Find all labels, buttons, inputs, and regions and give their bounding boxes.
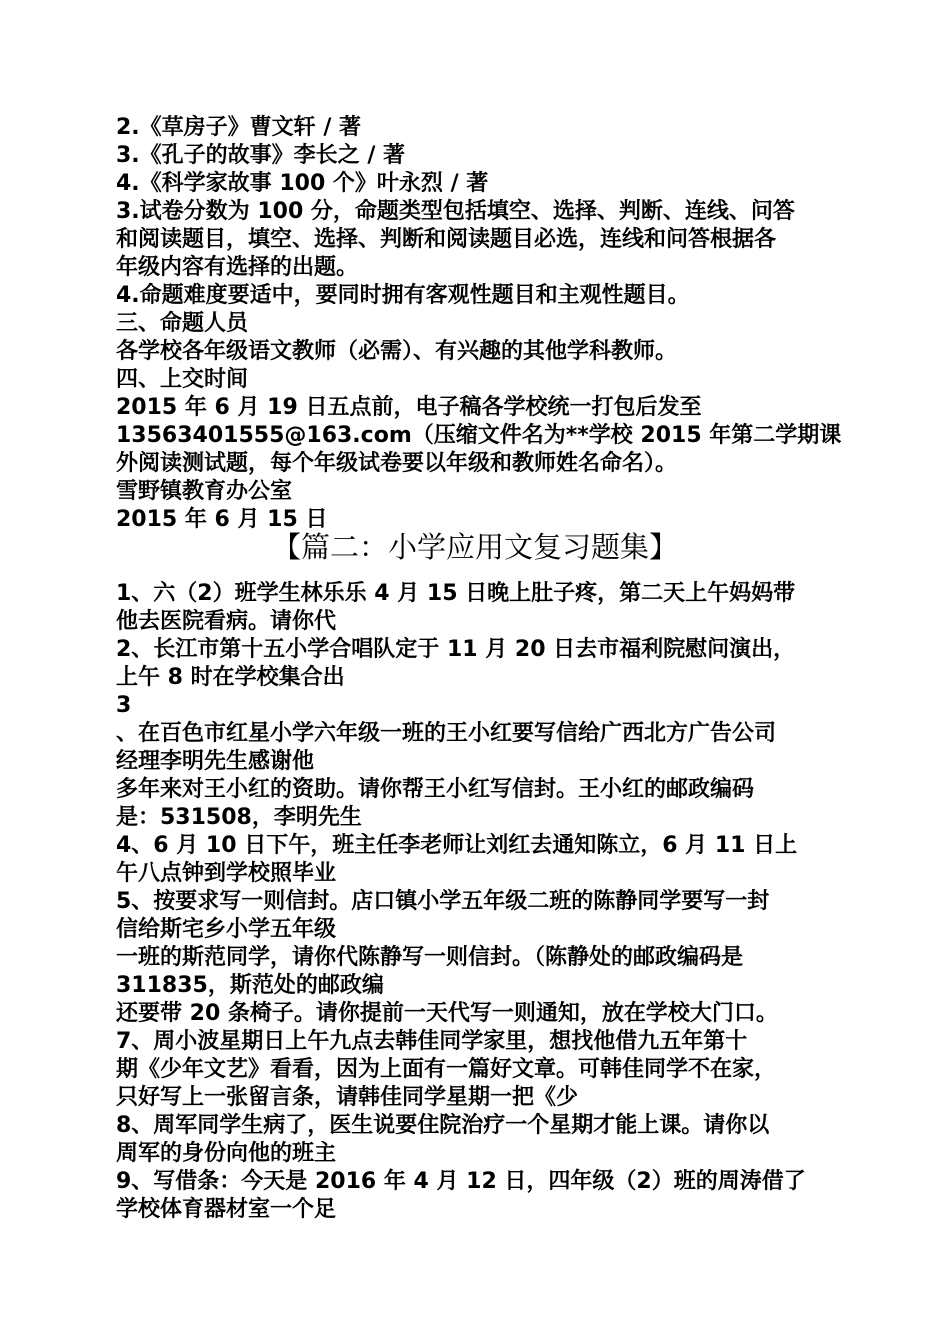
question-3-line-3: 多年来对王小红的资助。请你帮王小红写信封。王小红的邮政编码 bbox=[116, 777, 755, 802]
question-5-line-2: 信给斯宅乡小学五年级 bbox=[116, 917, 337, 942]
book-item-4: 4.《科学家故事 100 个》叶永烈 / 著 bbox=[116, 171, 489, 196]
question-1-line-2: 他去医院看病。请你代 bbox=[116, 609, 337, 634]
question-3-number: 3 bbox=[116, 693, 132, 718]
question-3-line-4: 是：531508，李明先生 bbox=[116, 805, 362, 830]
question-4-line-2: 午八点钟到学校照毕业 bbox=[116, 861, 337, 886]
book-item-3: 3.《孔子的故事》李长之 / 著 bbox=[116, 143, 406, 168]
issuer-office: 雪野镇教育办公室 bbox=[116, 479, 293, 504]
question-5-line-3: 一班的斯范同学，请你代陈静写一则信封。（陈静处的邮政编码是 bbox=[116, 945, 744, 970]
section-title: 【篇二：小学应用文复习题集】 bbox=[271, 530, 678, 564]
rule-3-line-1: 3.试卷分数为 100 分，命题类型包括填空、选择、判断、连线、问答 bbox=[116, 199, 795, 224]
question-7-line-2: 期《少年文艺》看看，因为上面有一篇好文章。可韩佳同学不在家， bbox=[116, 1057, 777, 1082]
book-item-2: 2.《草房子》曹文轩 / 著 bbox=[116, 115, 362, 140]
question-1-line-1: 1、六（2）班学生林乐乐 4 月 15 日晚上肚子疼，第二天上午妈妈带 bbox=[116, 581, 796, 606]
question-5-line-4: 311835，斯范处的邮政编 bbox=[116, 973, 384, 998]
question-9-line-1: 9、写借条：今天是 2016 年 4 月 12 日，四年级（2）班的周涛借了 bbox=[116, 1169, 806, 1194]
rule-3-line-3: 年级内容有选择的出题。 bbox=[116, 255, 359, 280]
question-8-line-1: 8、周军同学生病了，医生说要住院治疗一个星期才能上课。请你以 bbox=[116, 1113, 770, 1138]
question-6-fragment: 还要带 20 条椅子。请你提前一天代写一则通知，放在学校大门口。 bbox=[116, 1001, 778, 1026]
question-9-line-2: 学校体育器材室一个足 bbox=[116, 1197, 337, 1222]
issue-date: 2015 年 6 月 15 日 bbox=[116, 507, 328, 532]
authors-text: 各学校各年级语文教师（必需）、有兴趣的其他学科教师。 bbox=[116, 339, 678, 364]
heading-question-authors: 三、命题人员 bbox=[116, 311, 249, 336]
submission-line-1: 2015 年 6 月 19 日五点前，电子稿各学校统一打包后发至 bbox=[116, 395, 702, 420]
heading-submission-time: 四、上交时间 bbox=[116, 367, 249, 392]
question-2-line-1: 2、长江市第十五小学合唱队定于 11 月 20 日去市福利院慰问演出， bbox=[116, 637, 796, 662]
question-8-line-2: 周军的身份向他的班主 bbox=[116, 1141, 337, 1166]
question-5-line-1: 5、按要求写一则信封。店口镇小学五年级二班的陈静同学要写一封 bbox=[116, 889, 770, 914]
question-7-line-3: 只好写上一张留言条，请韩佳同学星期一把《少 bbox=[116, 1085, 579, 1110]
question-7-line-1: 7、周小波星期日上午九点去韩佳同学家里，想找他借九五年第十 bbox=[116, 1029, 748, 1054]
question-3-line-2: 经理李明先生感谢他 bbox=[116, 749, 315, 774]
question-4-line-1: 4、6 月 10 日下午，班主任李老师让刘红去通知陈立，6 月 11 日上 bbox=[116, 833, 798, 858]
rule-3-line-2: 和阅读题目，填空、选择、判断和阅读题目必选，连线和问答根据各 bbox=[116, 227, 777, 252]
submission-line-2: 13563401555@163.com（压缩文件名为**学校 2015 年第二学期课 bbox=[116, 423, 842, 448]
submission-line-3: 外阅读测试题，每个年级试卷要以年级和教师姓名命名）。 bbox=[116, 451, 678, 476]
question-2-line-2: 上午 8 时在学校集合出 bbox=[116, 665, 345, 690]
rule-4: 4.命题难度要适中，要同时拥有客观性题目和主观性题目。 bbox=[116, 283, 690, 308]
question-3-line-1: 、在百色市红星小学六年级一班的王小红要写信给广西北方广告公司 bbox=[116, 721, 777, 746]
